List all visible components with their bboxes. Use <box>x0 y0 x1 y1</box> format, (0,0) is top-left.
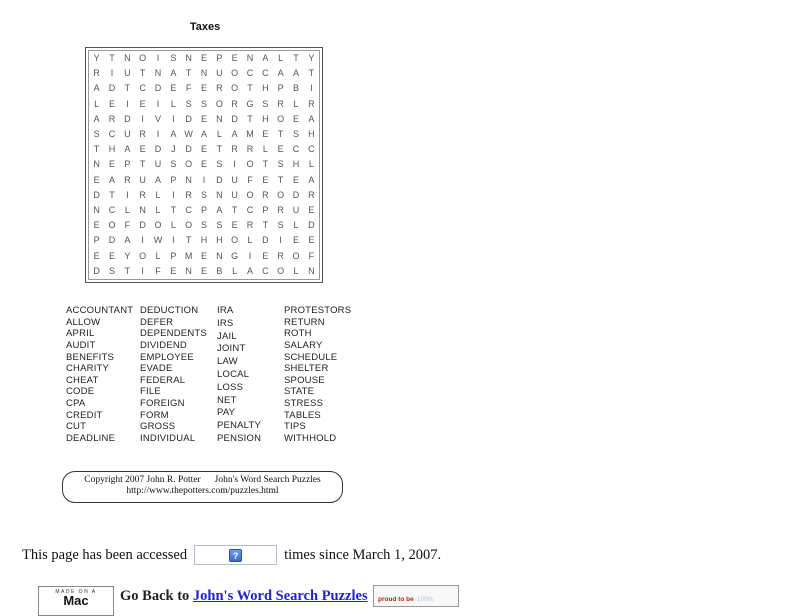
grid-letter: H <box>200 235 208 246</box>
word-item: SHELTER <box>284 363 329 375</box>
grid-letter: I <box>248 250 252 261</box>
grid-letter: A <box>200 129 207 140</box>
word-item: EMPLOYEE <box>140 351 194 363</box>
grid-letter: S <box>216 220 223 231</box>
grid-letter: I <box>141 235 144 246</box>
word-item: CHEAT <box>66 374 99 386</box>
word-column <box>66 306 140 444</box>
grid-letter: F <box>308 250 315 261</box>
grid-letter: S <box>262 98 269 109</box>
word-item: BENEFITS <box>66 351 115 363</box>
access-counter-suffix: times since March 1, 2007. <box>284 546 442 563</box>
grid-letter: D <box>93 265 100 276</box>
grid-letter: N <box>93 159 100 170</box>
grid-letter: L <box>124 205 130 216</box>
grid-letter: R <box>124 174 131 185</box>
grid-letter: L <box>94 98 100 109</box>
word-item: LOCAL <box>217 368 250 380</box>
grid-letter: R <box>308 189 315 200</box>
grid-letter: F <box>185 83 192 94</box>
grid-letter: I <box>310 83 313 94</box>
grid-letter: S <box>200 98 207 109</box>
grid-letter: O <box>277 113 285 124</box>
grid-letter: P <box>93 235 100 246</box>
grid-letter: L <box>293 220 299 231</box>
grid-letter: L <box>155 250 161 261</box>
grid-letter: R <box>93 68 100 79</box>
grid-letter: E <box>108 250 115 261</box>
grid-letter: O <box>277 189 285 200</box>
grid-letter: V <box>154 113 161 124</box>
grid-letter: E <box>170 265 177 276</box>
grid-letter: O <box>185 220 193 231</box>
grid-letter: F <box>155 265 161 276</box>
word-search-grid <box>88 50 320 280</box>
grid-letter: A <box>292 68 299 79</box>
grid-letter: I <box>172 189 175 200</box>
grid-letter: L <box>293 98 299 109</box>
grid-letter: R <box>139 129 146 140</box>
grid-letter: H <box>216 235 223 246</box>
grid-letter: I <box>126 189 129 200</box>
grid-letter: G <box>246 98 254 109</box>
word-item: ACCOUNTANT <box>66 305 134 316</box>
grid-letter: T <box>247 83 253 94</box>
word-item: FOREIGN <box>140 398 185 409</box>
grid-letter: I <box>279 235 282 246</box>
word-item: LOSS <box>217 381 244 393</box>
grid-letter: O <box>277 265 285 276</box>
grid-letter: D <box>108 83 116 94</box>
grid-letter: A <box>124 235 131 246</box>
grid-letter: L <box>170 220 176 231</box>
grid-letter: I <box>141 265 144 276</box>
word-list <box>66 306 350 444</box>
grid-letter: O <box>246 159 254 170</box>
grid-letter: L <box>216 129 222 140</box>
grid-letter: R <box>277 98 284 109</box>
grid-letter: H <box>292 159 300 170</box>
grid-letter: I <box>156 98 160 109</box>
grid-letter: A <box>93 83 100 94</box>
grid-letter: R <box>262 189 269 200</box>
grid-letter: T <box>247 113 253 124</box>
grid-letter: T <box>124 265 131 276</box>
grid-letter: T <box>262 159 269 170</box>
grid-letter: J <box>171 144 176 155</box>
grid-letter: T <box>109 53 115 64</box>
grid-letter: E <box>170 83 177 94</box>
word-item: RETURN <box>284 316 325 328</box>
grid-letter: E <box>108 98 115 109</box>
grid-letter: L <box>278 53 284 64</box>
grid-letter: E <box>108 159 115 170</box>
grid-letter: L <box>308 159 314 170</box>
grid-letter: U <box>231 174 238 185</box>
grid-letter: G <box>231 250 239 261</box>
grid-letter: I <box>156 53 160 64</box>
word-column <box>140 306 217 444</box>
word-item: CHARITY <box>66 363 110 375</box>
proud-badge-red-text: proud to be <box>378 596 414 603</box>
grid-letter: E <box>200 83 207 94</box>
grid-letter: E <box>200 265 207 276</box>
word-item: STATE <box>284 386 315 398</box>
access-counter-line <box>22 545 441 565</box>
grid-letter: I <box>172 235 175 246</box>
grid-letter: A <box>124 144 131 155</box>
grid-letter: I <box>110 68 114 79</box>
grid-letter: E <box>200 113 207 124</box>
grid-letter: U <box>154 159 162 170</box>
word-item: JOINT <box>217 343 246 355</box>
grid-letter: H <box>108 144 116 155</box>
word-column <box>217 306 284 444</box>
word-item: SALARY <box>284 339 323 351</box>
grid-letter: R <box>231 98 238 109</box>
grid-letter: E <box>262 129 269 140</box>
grid-letter: L <box>170 98 176 109</box>
grid-letter: U <box>139 174 146 185</box>
grid-letter: C <box>108 205 116 216</box>
grid-letter: D <box>231 113 238 124</box>
grid-letter: U <box>292 205 300 216</box>
grid-letter: T <box>93 144 100 155</box>
grid-letter: H <box>262 113 269 124</box>
word-item: PENALTY <box>217 420 261 432</box>
grid-letter: R <box>108 113 116 124</box>
grid-letter: S <box>170 159 177 170</box>
grid-letter: P <box>216 53 223 64</box>
word-item: CPA <box>66 398 86 409</box>
grid-letter: R <box>246 144 254 155</box>
grid-letter: T <box>185 68 192 79</box>
word-item: TIPS <box>284 421 306 433</box>
grid-letter: Y <box>93 53 100 64</box>
grid-letter: M <box>184 250 193 261</box>
grid-letter: E <box>93 174 100 185</box>
grid-letter: D <box>139 220 146 231</box>
grid-letter: R <box>277 205 284 216</box>
grid-letter: E <box>93 220 100 231</box>
word-item: DIVIDEND <box>140 339 187 351</box>
grid-letter: I <box>141 113 144 124</box>
grid-letter: U <box>124 129 131 140</box>
copyright-site-name: John's Word Search Puzzles <box>214 475 321 485</box>
grid-letter: A <box>154 174 161 185</box>
grid-letter: S <box>200 189 207 200</box>
word-item: IRS <box>217 317 234 329</box>
grid-letter: D <box>262 235 269 246</box>
grid-letter: Y <box>124 250 131 261</box>
grid-letter: E <box>139 144 146 155</box>
grid-letter: S <box>277 159 284 170</box>
grid-letter: T <box>139 68 146 79</box>
word-item: WITHHOLD <box>284 432 337 444</box>
grid-letter: D <box>185 144 192 155</box>
grid-letter: R <box>246 220 254 231</box>
grid-letter: R <box>139 189 146 200</box>
grid-letter: R <box>185 189 192 200</box>
word-column <box>284 306 350 444</box>
word-item: STRESS <box>284 398 324 409</box>
grid-letter: D <box>216 174 223 185</box>
grid-letter: R <box>277 250 284 261</box>
grid-letter: P <box>262 205 269 216</box>
word-item: SPOUSE <box>284 374 325 386</box>
grid-letter: N <box>200 68 208 79</box>
grid-letter: S <box>108 265 115 276</box>
grid-letter: O <box>292 250 300 261</box>
grid-letter: A <box>216 205 223 216</box>
grid-letter: I <box>172 113 175 124</box>
grid-letter: L <box>262 144 268 155</box>
grid-letter: H <box>262 83 269 94</box>
grid-letter: D <box>185 113 192 124</box>
grid-letter: C <box>308 144 315 155</box>
word-item: DEDUCTION <box>140 305 199 316</box>
go-back-link[interactable]: John's Word Search Puzzles <box>192 588 368 604</box>
proud-badge-blue-text: 100% <box>416 596 434 603</box>
grid-letter: L <box>155 205 161 216</box>
grid-letter: C <box>246 205 254 216</box>
grid-letter: C <box>292 144 300 155</box>
grid-letter: A <box>231 129 238 140</box>
grid-letter: S <box>292 129 299 140</box>
word-item: APRIL <box>66 328 95 340</box>
grid-letter: A <box>246 265 253 276</box>
grid-letter: N <box>216 250 223 261</box>
grid-letter: C <box>139 83 146 94</box>
grid-letter: S <box>200 220 207 231</box>
mac-badge-name-label: Mac <box>63 593 89 608</box>
hit-counter-placeholder <box>194 545 277 565</box>
grid-letter: D <box>154 144 162 155</box>
grid-letter: A <box>308 174 315 185</box>
grid-letter: O <box>139 53 147 64</box>
grid-letter: F <box>247 174 253 185</box>
grid-letter: O <box>154 220 162 231</box>
word-item: PAY <box>217 407 236 419</box>
word-item: CODE <box>66 386 95 398</box>
grid-letter: S <box>170 53 177 64</box>
grid-letter: P <box>124 159 131 170</box>
grid-letter: E <box>262 250 269 261</box>
word-item: LAW <box>217 356 238 368</box>
word-item: ALLOW <box>66 316 101 328</box>
made-on-a-mac-badge <box>38 586 114 616</box>
word-item: SCHEDULE <box>284 351 338 363</box>
grid-letter: E <box>308 205 315 216</box>
word-item: PENSION <box>217 432 262 444</box>
grid-letter: U <box>124 68 131 79</box>
grid-letter: A <box>93 113 100 124</box>
grid-letter: S <box>185 98 192 109</box>
grid-letter: E <box>139 98 146 109</box>
word-item: ROTH <box>284 328 312 340</box>
proud-to-be-badge <box>373 585 459 607</box>
grid-letter: P <box>170 174 177 185</box>
grid-letter: E <box>292 235 299 246</box>
grid-letter: T <box>277 129 284 140</box>
word-item: PROTESTORS <box>284 305 352 316</box>
grid-letter: L <box>247 235 253 246</box>
grid-letter: L <box>155 189 161 200</box>
grid-letter: N <box>216 189 223 200</box>
grid-letter: D <box>154 83 162 94</box>
word-item: JAIL <box>217 330 237 342</box>
grid-letter: D <box>124 113 131 124</box>
grid-letter: S <box>216 159 223 170</box>
grid-letter: A <box>170 68 177 79</box>
grid-letter: T <box>262 220 269 231</box>
grid-letter: E <box>231 220 238 231</box>
grid-letter: A <box>170 129 177 140</box>
grid-letter: O <box>139 250 147 261</box>
grid-letter: E <box>93 250 100 261</box>
broken-image-icon: ? <box>229 549 242 562</box>
grid-letter: A <box>277 68 284 79</box>
grid-letter: D <box>93 189 100 200</box>
grid-letter: H <box>308 129 315 140</box>
grid-letter: T <box>124 83 131 94</box>
grid-letter: C <box>108 129 116 140</box>
grid-letter: F <box>124 220 131 231</box>
grid-letter: C <box>246 68 254 79</box>
word-item: FEDERAL <box>140 374 186 386</box>
word-item: DEFER <box>140 316 174 328</box>
grid-letter: N <box>139 205 146 216</box>
copyright-url: http://www.thepotters.com/puzzles.html <box>126 486 279 496</box>
grid-letter: Y <box>308 53 315 64</box>
word-item: DEADLINE <box>66 432 116 444</box>
grid-letter: O <box>185 159 193 170</box>
grid-letter: E <box>292 174 299 185</box>
grid-letter: T <box>216 144 223 155</box>
grid-letter: S <box>277 220 284 231</box>
grid-letter: U <box>231 189 238 200</box>
grid-letter: A <box>308 113 315 124</box>
grid-letter: O <box>246 189 254 200</box>
grid-letter: O <box>108 220 116 231</box>
grid-letter: A <box>262 53 269 64</box>
grid-letter: I <box>156 129 160 140</box>
access-counter-prefix: This page has been accessed <box>22 546 188 563</box>
grid-letter: E <box>231 53 238 64</box>
grid-letter: C <box>262 68 269 79</box>
grid-letter: O <box>231 83 239 94</box>
word-item: GROSS <box>140 421 176 433</box>
grid-letter: R <box>216 83 223 94</box>
grid-letter: E <box>200 53 207 64</box>
grid-letter: U <box>216 68 223 79</box>
grid-letter: P <box>170 250 177 261</box>
grid-letter: R <box>308 98 315 109</box>
grid-letter: I <box>202 174 206 185</box>
grid-letter: T <box>231 205 238 216</box>
grid-letter: T <box>185 235 192 246</box>
grid-letter: C <box>262 265 269 276</box>
grid-letter: T <box>139 159 146 170</box>
grid-letter: D <box>108 235 116 246</box>
word-item: FILE <box>140 386 161 398</box>
grid-letter: W <box>153 235 163 246</box>
grid-letter: L <box>232 265 238 276</box>
grid-letter: O <box>231 68 239 79</box>
grid-letter: T <box>308 68 315 79</box>
word-item: AUDIT <box>66 339 96 351</box>
grid-letter: T <box>293 53 299 64</box>
go-back-line <box>120 588 368 605</box>
grid-letter: E <box>277 144 284 155</box>
word-item: EVADE <box>140 363 173 375</box>
grid-letter: E <box>200 250 207 261</box>
grid-letter: P <box>277 83 284 94</box>
copyright-box <box>62 471 343 503</box>
grid-letter: O <box>231 235 239 246</box>
word-item: FORM <box>140 409 169 421</box>
grid-letter: M <box>246 129 254 140</box>
mac-badge-top-label: MADE ON A <box>55 589 97 595</box>
grid-letter: E <box>292 113 299 124</box>
grid-letter: P <box>200 205 207 216</box>
grid-letter: L <box>293 265 299 276</box>
grid-letter: E <box>262 174 269 185</box>
grid-letter: D <box>292 189 300 200</box>
grid-letter: R <box>231 144 238 155</box>
grid-letter: E <box>308 235 315 246</box>
grid-letter: E <box>200 159 207 170</box>
word-item: TABLES <box>284 409 321 421</box>
grid-letter: N <box>93 205 100 216</box>
grid-letter: N <box>185 174 192 185</box>
grid-letter: N <box>246 53 254 64</box>
grid-letter: E <box>200 144 207 155</box>
grid-letter: N <box>185 53 192 64</box>
grid-letter: N <box>308 265 315 276</box>
copyright-owner: Copyright 2007 John R. Potter <box>84 475 201 485</box>
grid-letter: S <box>93 129 100 140</box>
grid-letter: N <box>154 68 162 79</box>
word-search-grid-frame <box>85 47 323 283</box>
grid-letter: C <box>185 205 192 216</box>
word-item: NET <box>217 394 237 406</box>
grid-letter: T <box>170 205 177 216</box>
grid-letter: I <box>126 98 129 109</box>
grid-letter: I <box>233 159 236 170</box>
grid-letter: T <box>109 189 115 200</box>
word-item: DEPENDENTS <box>140 328 207 340</box>
go-back-prefix: Go Back to <box>120 588 193 604</box>
word-item: INDIVIDUAL <box>140 432 196 444</box>
grid-letter: N <box>216 113 223 124</box>
grid-letter: W <box>184 129 193 140</box>
grid-letter: B <box>292 83 299 94</box>
page-title: Taxes <box>189 21 221 33</box>
grid-letter: N <box>185 265 192 276</box>
word-item: CREDIT <box>66 409 103 421</box>
grid-letter: T <box>277 174 284 185</box>
word-item: IRA <box>217 305 234 316</box>
grid-letter: D <box>308 220 315 231</box>
grid-letter: A <box>108 174 115 185</box>
grid-letter: B <box>216 265 223 276</box>
grid-letter: O <box>215 98 223 109</box>
grid-letter: N <box>124 53 131 64</box>
word-item: CUT <box>66 421 87 433</box>
